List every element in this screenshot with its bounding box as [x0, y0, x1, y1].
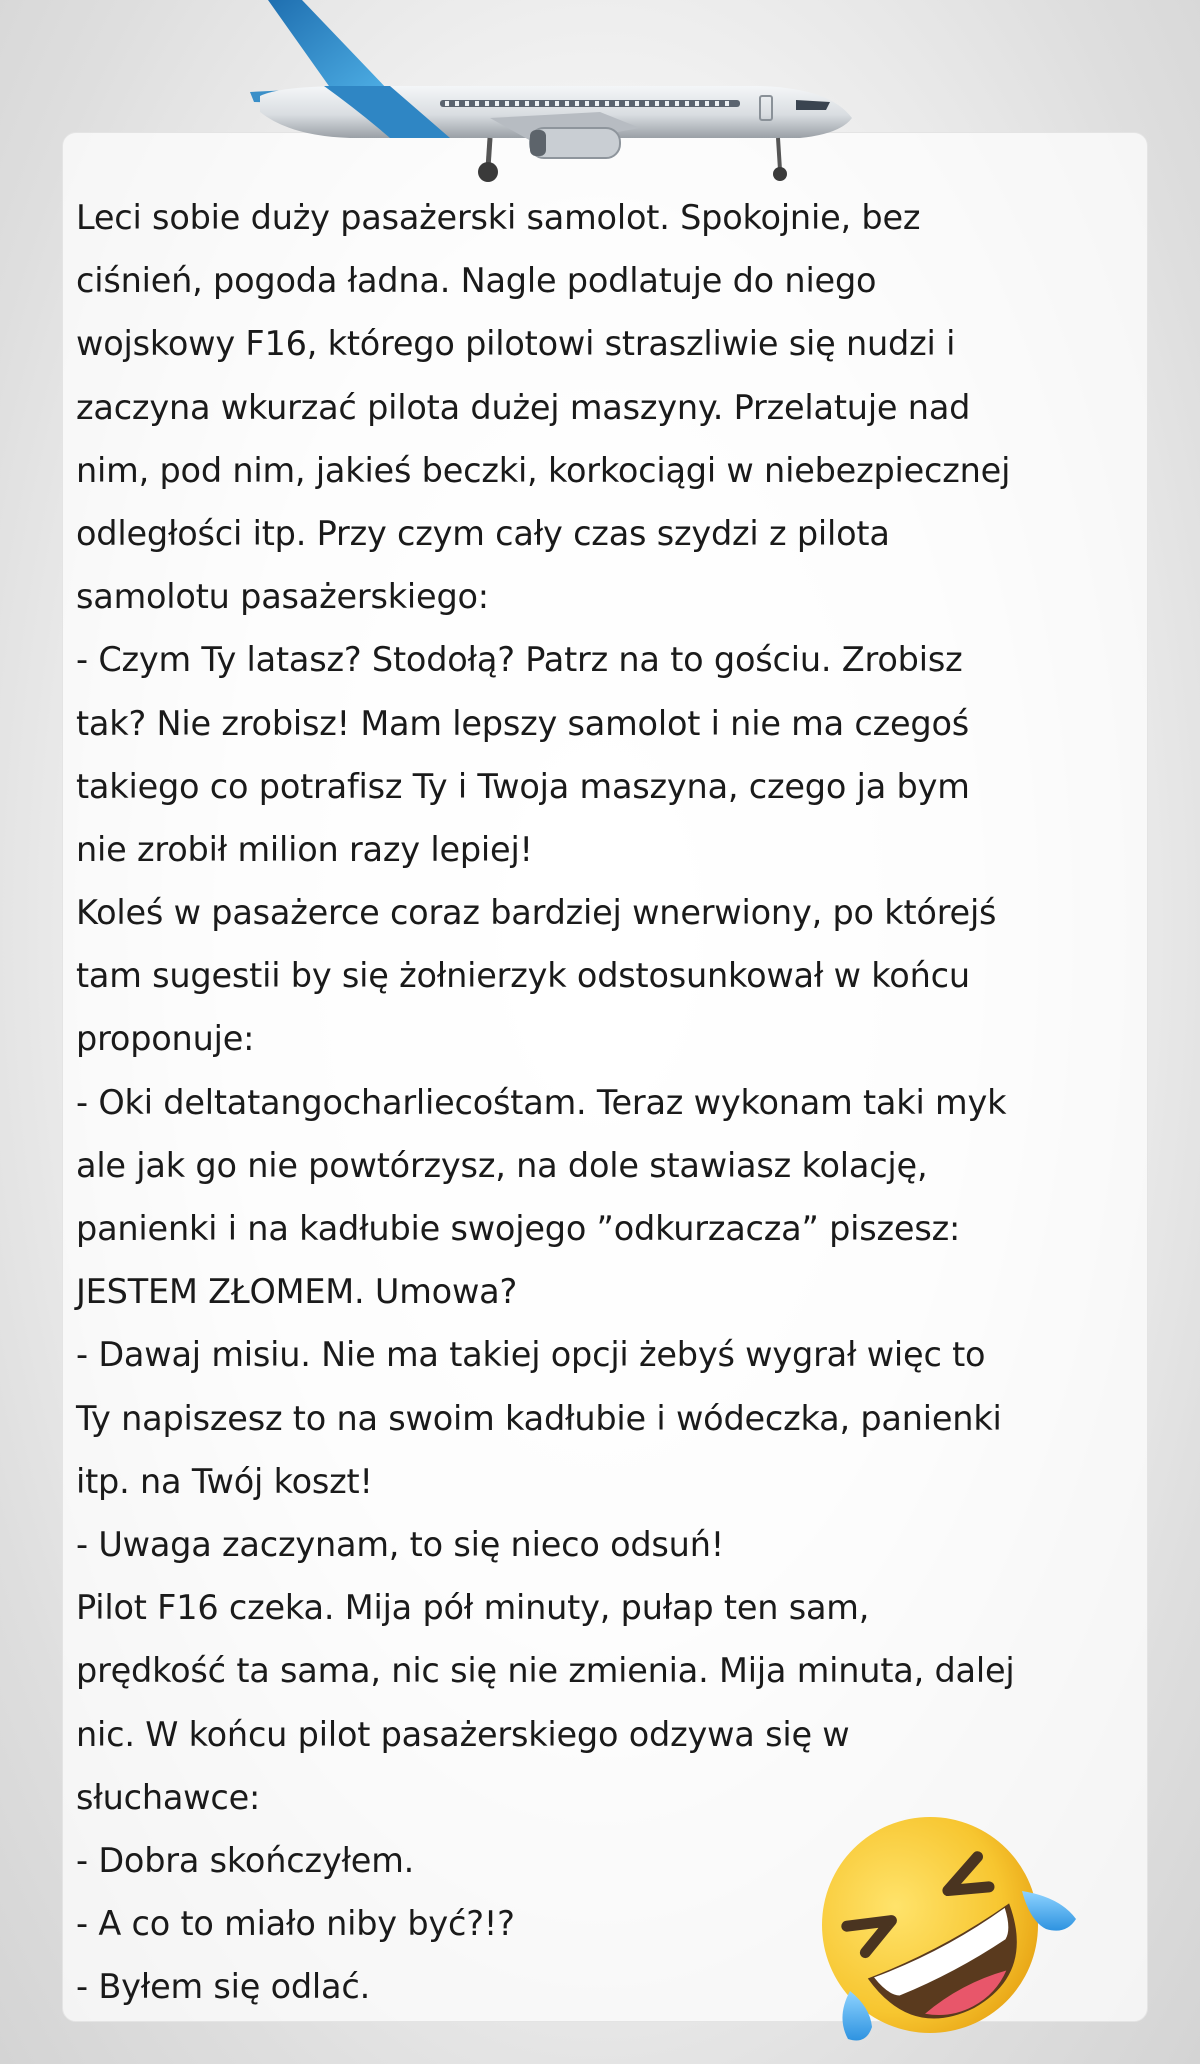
text-line: - Czym Ty latasz? Stodołą? Patrz na to gościu. Zrobisz — [76, 640, 963, 680]
text-line: - Byłem się odlać. — [76, 1967, 371, 2007]
text-line: nie zrobił milion razy lepiej! — [76, 829, 533, 869]
text-line: ale jak go nie powtórzysz, na dole stawiasz kolację, — [76, 1145, 928, 1185]
text-line: itp. na Twój koszt! — [76, 1461, 373, 1501]
text-line: słuchawce: — [76, 1777, 261, 1817]
text-line: ciśnień, pogoda ładna. Nagle podlatuje do niego — [76, 261, 877, 301]
text-line: nic. W końcu pilot pasażerskiego odzywa się w — [76, 1714, 850, 1754]
text-line: zaczyna wkurzać pilota dużej maszyny. Przelatuje nad — [76, 387, 971, 427]
text-line: - Dawaj misiu. Nie ma takiej opcji żebyś wygrał więc to — [76, 1335, 986, 1375]
text-line: panienki i na kadłubie swojego ”odkurzacza” piszesz: — [76, 1209, 961, 1248]
text-line: - Uwaga zaczynam, to się nieco odsuń! — [76, 1524, 724, 1564]
text-line: Ty napiszesz to na swoim kadłubie i wódeczka, panienki — [76, 1398, 1002, 1438]
text-line: - Dobra skończyłem. — [76, 1840, 415, 1880]
rofl-emoji-icon — [790, 1795, 1080, 2045]
text-line: nim, pod nim, jakieś beczki, korkociągi w niebezpiecznej — [76, 450, 1011, 490]
text-line: Koleś w pasażerce coraz bardziej wnerwiony, po którejś — [76, 893, 997, 933]
joke-text — [76, 186, 1156, 2018]
text-line: tak? Nie zrobisz! Mam lepszy samolot i nie ma czegoś — [76, 703, 970, 743]
airplane-emoji-icon — [240, 0, 860, 190]
text-line: Pilot F16 czeka. Mija pół minuty, pułap ten sam, — [76, 1588, 870, 1628]
text-line: samolotu pasażerskiego: — [76, 577, 489, 617]
text-line: takiego co potrafisz Ty i Twoja maszyna, czego ja bym — [76, 766, 970, 806]
text-line: wojskowy F16, którego pilotowi straszliwie się nudzi i — [76, 324, 956, 364]
text-line: odległości itp. Przy czym cały czas szydzi z pilota — [76, 513, 890, 553]
text-line: - A co to miało niby być?!? — [76, 1904, 515, 1944]
text-line: prędkość ta sama, nic się nie zmienia. Mija minuta, dalej — [76, 1651, 1015, 1691]
text-line: proponuje: — [76, 1019, 255, 1059]
text-line: tam sugestii by się żołnierzyk odstosunkował w końcu — [76, 956, 970, 996]
text-line: JESTEM ZŁOMEM. Umowa? — [76, 1272, 518, 1312]
text-line: - Oki deltatangocharliecośtam. Teraz wykonam taki myk — [76, 1082, 1007, 1122]
text-line: Leci sobie duży pasażerski samolot. Spokojnie, bez — [76, 198, 921, 237]
